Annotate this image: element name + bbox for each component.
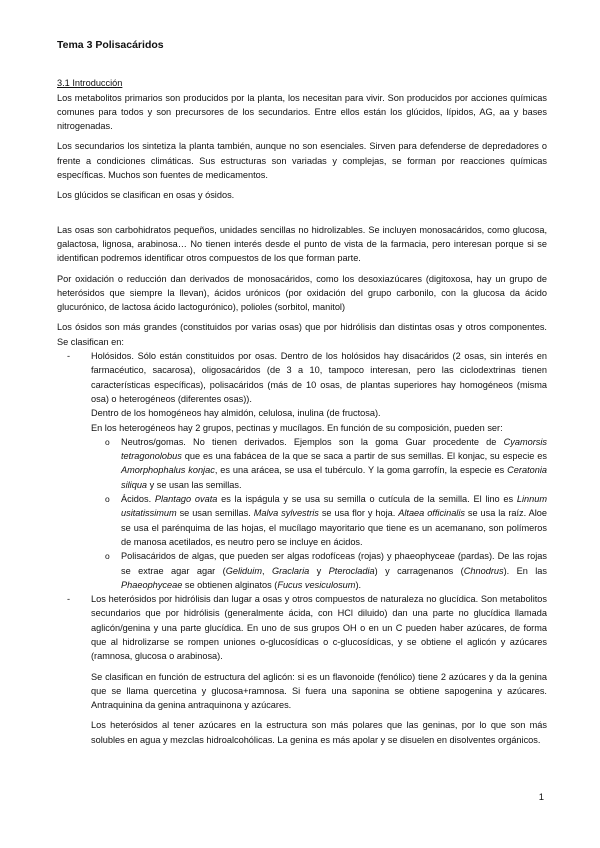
- paragraph-primary-metabolites: Los metabolitos primarios son producidos por la planta, los necesitan para vivir. Son producidos por acciones químicas comunes para todos y son precursores de los secundarios. Entre ellos están los glúcidos, lípidos, AG, aa y bases nitrogenadas.: [57, 92, 547, 132]
- document-title: Tema 3 Polisacáridos: [57, 39, 164, 51]
- spacer: [57, 209, 547, 223]
- paragraph-glucids-classification: Los glúcidos se clasifican en osas y ósidos.: [57, 190, 235, 201]
- holosidos-heterogeneous: En los heterogéneos hay 2 grupos, pectinas y mucílagos. En función de su composición, pueden ser:: [91, 422, 503, 433]
- heterosidos-classification: Se clasifican en función de estructura del aglicón: si es un flavonoide (fenólico) tiene 2 azúcares y da la genina que se llama quercetina y glucosa+ramnosa. Si fuera una saponina se obtiene sapogenina y azúcares. Antraquinina da genina antraquinona y azúcares.: [91, 671, 547, 711]
- paragraph-osas: Las osas son carbohidratos pequeños, unidades sencillas no hidrolizables. Se incluyen monosacáridos, como glucosa, galactosa, lignosa, arabinosa… No tienen interés desde el punto de vista de la farmacia, pero interesan porque si se identifican podremos identificar otros compuestos de los que forman parte.: [57, 224, 547, 264]
- list-item-holosidos: [57, 349, 547, 592]
- heterogeneous-sublist: [91, 435, 547, 592]
- holosidos-homogeneous: Dentro de los homogéneos hay almidón, celulosa, inulina (de fructosa).: [91, 408, 381, 419]
- list-item-heterosidos: [57, 592, 547, 747]
- sublist-item-algas: o Polisacáridos de algas, que pueden ser algas rodofíceas (rojas) y phaeophyceae (pardas). De las rojas se extrae agar agar (Geliduim, Graclaria y Pterocladia) y carragenanos (Chnodrus). En las Phaeophyceae se obtienen alginatos (Fucus vesiculosum).: [91, 549, 547, 592]
- sublist-item-neutros: o Neutros/gomas. No tienen derivados. Ejemplos son la goma Guar procedente de Cyamorsis tetragonolobus que es una fabácea de la que se saca a partir de sus semillas. El konjac, su especie es Amorphophalus konjac, es una arácea, se usa el tubérculo. Y la goma garrofín, la especie es Ceratonia siliqua y se usan las semillas.: [91, 435, 547, 492]
- sublist-item-acidos: o Ácidos. Plantago ovata es la ispágula y se usa su semilla o cutícula de la semilla. El lino es Linnum usitatissimum se usan semillas. Malva sylvestris se usa flor y hoja. Altaea officinalis se usa la raíz. Aloe se usa el parénquima de las hojas, el mucílago mayoritario que tiene es un acemanano, son polímeros de manosa acetilados, es neutro pero se incluye en ácidos.: [91, 492, 547, 549]
- heterosidos-text: - Los heterósidos por hidrólisis dan lugar a osas y otros compuestos de naturaleza no glucídica. Son metabolitos secundarios que por hidrólisis (generalmente ácida, con HCl diluido) dan una parte no glucídica llamada aglicón/genina y una parte glucídica. En uno de sus grupos OH o en un C pueden haber azúcares, de forma que al hidrolizarse se rompen uniones o-glucosídicas o c-glucosídicas, y se obtiene el aglicón y azúcares (ramnosa, glucosa o arabinosa).: [91, 594, 547, 662]
- document-page: [57, 38, 547, 753]
- heterosidos-polarity: Los heterósidos al tener azúcares en la estructura son más polares que las geninas, por lo que son más solubles en agua y mezclas hidroalcohólicas. La genina es más apolar y se disuelen en disolventes orgánicos.: [91, 720, 547, 745]
- paragraph-osidos: Los ósidos son más grandes (constituidos por varias osas) que por hidrólisis dan distintas osas y otros componentes. Se clasifican en:: [57, 322, 547, 347]
- osidos-list: [57, 349, 547, 747]
- paragraph-secondary-metabolites: Los secundarios los sintetiza la planta también, aunque no son esenciales. Sirven para defenderse de depredadores o frente a condiciones climáticas. Sus estructuras son variadas y complejas, se forman por reacciones químicas específicas. Muchos son fuentes de medicamentos.: [57, 141, 547, 181]
- holosidos-text: - Holósidos. Sólo están constituidos por osas. Dentro de los holósidos hay disacáridos (2 osas, sin interés en farmacéutico, sacarosa), oligosacáridos (de 3 a 10, tampoco interesan, pero las ciclodextrinas tienen características específicas), polisacáridos (más de 10 osas, de plantas superiores hay homogéneos (misma osa) o heterogéneos (diferentes osas)).: [91, 351, 547, 404]
- paragraph-derivatives: Por oxidación o reducción dan derivados de monosacáridos, como los desoxiazúcares (digitoxosa, hay un grupo de heterósidos que siempre la llevan), ácidos urónicos (por oxidación del grupo carbonilo, con la glucosa da ácido glucurónico, de lactosa ácido lactogurónico), polioles (sorbitol, manitol): [57, 273, 547, 313]
- page-number: 1: [538, 792, 544, 803]
- section-heading: 3.1 Introducción: [57, 78, 123, 89]
